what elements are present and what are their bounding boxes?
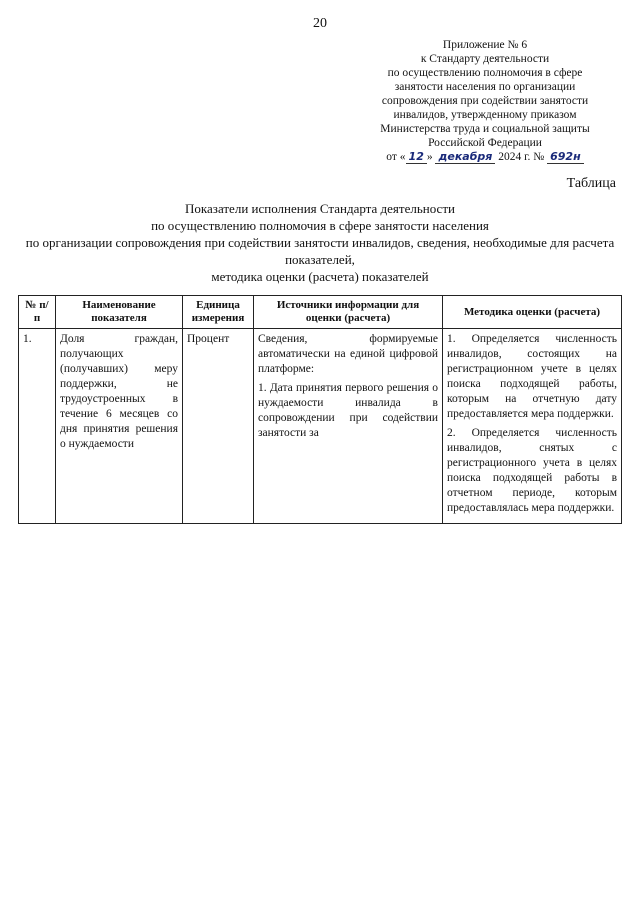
page-number: 20 xyxy=(313,16,327,31)
appendix-line: к Стандарту деятельности xyxy=(420,53,550,65)
appendix-line: инвалидов, утвержденному приказом xyxy=(393,109,577,121)
appendix-date-line xyxy=(348,150,622,164)
cell-num: 1. xyxy=(19,329,56,524)
date-mid: » xyxy=(426,151,433,163)
cell-source xyxy=(254,329,443,524)
indicators-table xyxy=(18,295,622,524)
appendix-line: занятости населения по организации xyxy=(394,81,576,93)
cell-name: Доля граждан, получающих (получавших) меру поддержки, не трудоустроенных в течение 6 месяцев со дня принятия решения о нуждаемости xyxy=(56,329,183,524)
handwritten-day: 12 xyxy=(406,150,427,164)
table-label: Таблица xyxy=(566,176,616,191)
handwritten-month: декабря xyxy=(435,150,495,164)
heading-line-4: методика оценки (расчета) показателей xyxy=(211,269,429,284)
header-num: № п/п xyxy=(19,296,56,329)
cell-unit: Процент xyxy=(183,329,254,524)
table-header-row xyxy=(19,296,622,329)
appendix-title: Приложение № 6 xyxy=(442,39,528,51)
heading-line-2: по осуществлению полномочия в сфере занятости населения xyxy=(151,218,489,233)
table-row xyxy=(19,329,622,524)
header-source: Источники информации для оценки (расчета) xyxy=(254,296,443,329)
appendix-line: сопровождения при содействии занятости xyxy=(381,95,589,107)
header-unit: Единица измерения xyxy=(183,296,254,329)
appendix-line: Российской Федерации xyxy=(428,137,542,149)
date-prefix: от « xyxy=(386,151,406,163)
appendix-line: по осуществлению полномочия в сфере xyxy=(387,67,583,79)
method-paragraph: 2. Определяется численность инвалидов, снятых с регистрационного учета в целях поиска подходящей работы в отчетном периоде, которым предоставлялась мера поддержки. xyxy=(447,427,617,514)
handwritten-number: 692н xyxy=(547,150,584,164)
appendix-line: Министерства труда и социальной защиты xyxy=(380,123,590,135)
header-method: Методика оценки (расчета) xyxy=(443,296,622,329)
cell-method xyxy=(443,329,622,524)
heading-line-1: Показатели исполнения Стандарта деятельности xyxy=(185,201,455,216)
method-paragraph: 1. Определяется численность инвалидов, состоящих на регистрационном учете в целях поиска подходящей работы, которым на отчетную дату предоставляется мера поддержки. xyxy=(447,333,617,420)
source-paragraph: 1. Дата принятия первого решения о нуждаемости инвалида в сопровождении при содействии занятости за xyxy=(258,382,438,439)
document-heading xyxy=(18,200,622,285)
date-year: 2024 г. № xyxy=(498,151,545,163)
header-name: Наименование показателя xyxy=(56,296,183,329)
appendix-block xyxy=(348,38,622,164)
heading-line-3: по организации сопровождения при содействии занятости инвалидов, сведения, необходимые для расчета показателей, xyxy=(25,235,615,267)
source-paragraph: Сведения, формируемые автоматически на единой цифровой платформе: xyxy=(258,333,438,375)
